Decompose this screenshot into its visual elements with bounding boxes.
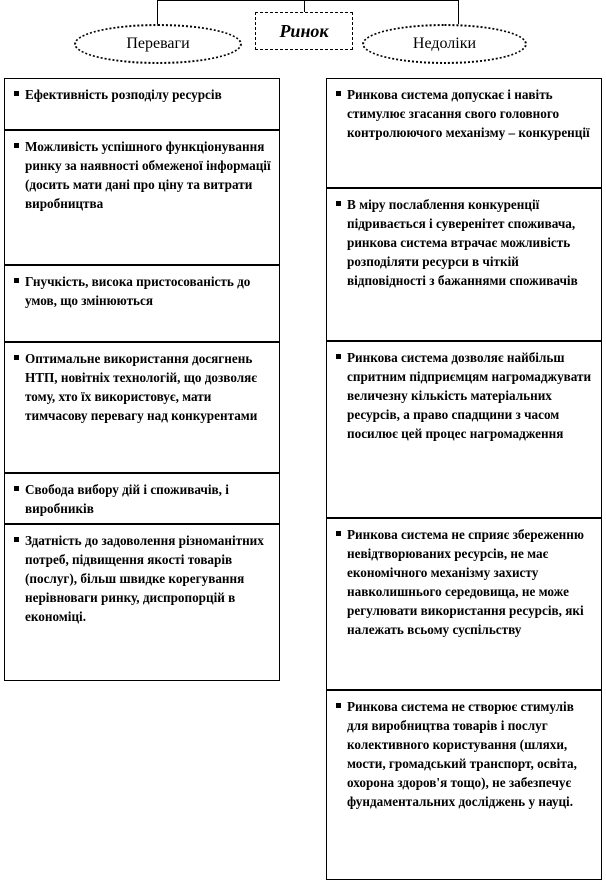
bullet-icon (14, 143, 19, 148)
disadvantages-header-label: Недоліки (412, 35, 477, 52)
advantage-box-5 (4, 473, 280, 524)
disadvantage-text: Ринкова система допускає і навіть стимулює згасання свого головного контролюючого механізму – конкуренції (347, 87, 590, 140)
disadvantage-text: Ринкова система не створює стимулів для виробництва товарів і послуг колективного користування (шляхи, мости, громадський транспорт, освіта, охорона здоров'я тощо), не забезпечує фундаментальних досліджень у науці. (347, 699, 577, 809)
bullet-icon (336, 703, 341, 708)
connector-left-vertical (157, 0, 158, 24)
advantage-box-1 (4, 78, 280, 130)
disadvantage-text: В міру послаблення конкуренції підривається і суверенітет споживача, ринкова система втрачає можливість розподіляти ресурси в чіткій відповідності з бажаннями споживачів (347, 197, 578, 288)
advantage-text: Свобода вибору дій і споживачів, і виробників (25, 482, 229, 516)
advantage-box-6 (4, 524, 280, 681)
advantage-text: Гнучкість, висока пристосованість до умов, що змінюються (25, 274, 251, 308)
diagram-title: Ринок (255, 12, 353, 50)
advantages-header (74, 24, 242, 64)
disadvantage-box-2 (326, 188, 602, 341)
advantage-box-3 (4, 265, 280, 342)
advantage-text: Ефективність розподілу ресурсів (25, 87, 222, 102)
advantages-header-label: Переваги (126, 35, 190, 52)
disadvantages-header (362, 24, 527, 64)
advantage-box-2 (4, 130, 280, 265)
disadvantage-box-3 (326, 341, 602, 518)
advantage-text: Здатність до задоволення різноманітних потреб, підвищення якості товарів (послуг), більш швидке корегування нерівноваги ринку, диспропорцій в економіці. (25, 533, 264, 624)
advantage-box-4 (4, 342, 280, 473)
bullet-icon (14, 537, 19, 542)
connector-right-vertical (458, 0, 459, 24)
bullet-icon (14, 486, 19, 491)
disadvantage-text: Ринкова система дозволяє найбільш спритним підприємцям нагромаджувати величезну кількість матеріальних ресурсів, а право спадщини з часом посилює цей процес нагромадження (347, 350, 592, 441)
connector-top-horizontal (157, 0, 459, 1)
bullet-icon (14, 91, 19, 96)
advantage-text: Оптимальне використання досягнень НТП, новітніх технологій, що дозволяє тому, хто їх використовує, мати тимчасову перевагу над конкурентами (25, 351, 258, 423)
disadvantage-box-5 (326, 690, 602, 880)
bullet-icon (14, 355, 19, 360)
bullet-icon (336, 354, 341, 359)
bullet-icon (336, 201, 341, 206)
disadvantage-box-4 (326, 518, 602, 690)
bullet-icon (14, 278, 19, 283)
connector-center-vertical (304, 0, 305, 12)
disadvantage-text: Ринкова система не сприяє збереженню невідтворюваних ресурсів, не має економічного механізму захисту навколишнього середовища, не може регулювати використання ресурсів, які належать всьому суспільству (347, 527, 584, 637)
bullet-icon (336, 91, 341, 96)
advantage-text: Можливість успішного функціонування ринку за наявності обмеженої інформації (досить мати дані про ціну та витрати виробництва (25, 139, 271, 211)
disadvantage-box-1 (326, 78, 602, 188)
bullet-icon (336, 531, 341, 536)
